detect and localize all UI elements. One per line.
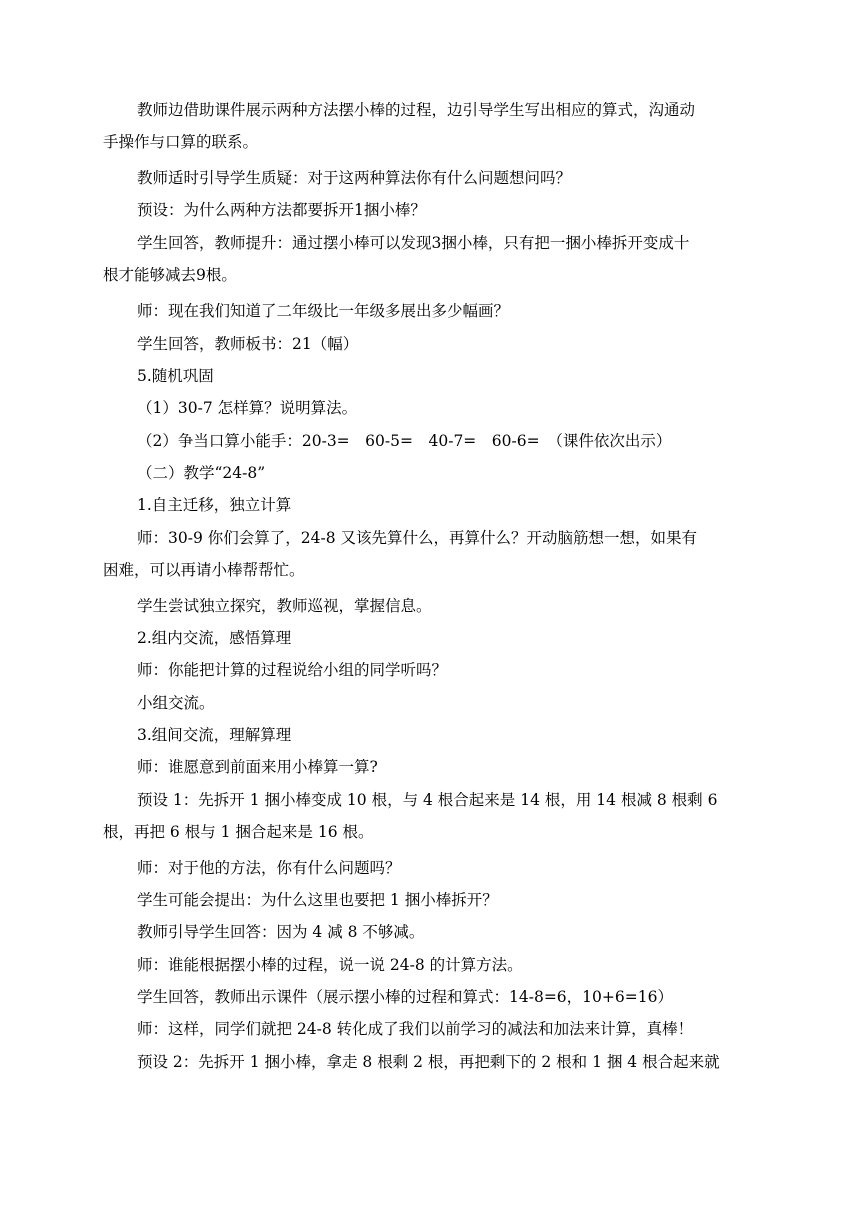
paragraph [103,1046,763,1078]
paragraph-line: 师：对于他的方法，你有什么问题吗？ [137,859,401,877]
paragraph [103,949,763,981]
paragraph [103,719,763,751]
paragraph-line: 2.组内交流，感悟算理 [137,629,292,647]
paragraph-line: 师：这样，同学们就把 24-8 转化成了我们以前学习的减法和加法来计算，真棒！ [137,1020,694,1038]
paragraph [103,852,763,884]
paragraph-line: （2）争当口算小能手：20-3= 60-5= 40-7= 60-6= （课件依次出示） [137,432,672,450]
paragraph-line: 预设 1：先拆开 1 捆小棒变成 10 根，与 4 根合起来是 14 根，用 14 根减 8 根剩 6 [137,791,718,809]
paragraph [103,94,763,158]
paragraph [103,522,763,586]
paragraph [103,590,763,622]
paragraph [103,489,763,521]
paragraph [103,622,763,654]
paragraph-line: 学生尝试独立探究，教师巡视，掌握信息。 [137,597,432,615]
paragraph-line: 1.自主迁移，独立计算 [137,496,292,514]
paragraph-line: 学生可能会提出：为什么这里也要把 1 捆小棒拆开？ [137,891,498,909]
paragraph [103,295,763,327]
paragraph [103,328,763,360]
paragraph-line: 学生回答，教师出示课件（展示摆小棒的过程和算式：14-8=6，10+6=16） [137,988,673,1006]
paragraph-line: 根，再把 6 根与 1 捆合起来是 16 根。 [103,823,374,841]
paragraph-line: 困难，可以再请小棒帮帮忙。 [103,561,305,579]
paragraph-line: （二）教学“24-8” [137,464,266,482]
paragraph-line: 师：谁能根据摆小棒的过程，说一说 24-8 的计算方法。 [137,956,523,974]
paragraph-line: 师：谁愿意到前面来用小棒算一算? [137,758,378,776]
paragraph [103,884,763,916]
paragraph-line: 预设：为什么两种方法都要拆开1捆小棒？ [137,201,426,219]
paragraph [103,687,763,719]
paragraph [103,360,763,392]
paragraph-line: 学生回答，教师提升：通过摆小棒可以发现3捆小棒，只有把一捆小棒拆开变成十 [137,234,690,252]
paragraph [103,1013,763,1045]
paragraph-line: 5.随机巩固 [137,367,214,385]
paragraph-line: 学生回答，教师板书：21（幅） [137,335,359,353]
paragraph [103,457,763,489]
paragraph [103,392,763,424]
paragraph-line: 3.组间交流，理解算理 [137,726,292,744]
paragraph-line: 师：30-9 你们会算了，24-8 又该先算什么，再算什么？开动脑筋想一想，如果有 [137,529,698,547]
paragraph [103,194,763,226]
paragraph-line: 教师边借助课件展示两种方法摆小棒的过程，边引导学生写出相应的算式，沟通动 [137,101,696,119]
paragraph-line: 手操作与口算的联系。 [103,133,259,151]
paragraph [103,751,763,783]
paragraph [103,425,763,457]
paragraph [103,981,763,1013]
paragraph-line: 根才能够减去9根。 [103,266,237,284]
paragraph-line: 教师引导学生回答：因为 4 减 8 不够减。 [137,923,425,941]
paragraph [103,916,763,948]
paragraph [103,784,763,848]
paragraph [103,654,763,686]
paragraph-line: 预设 2：先拆开 1 捆小棒，拿走 8 根剩 2 根，再把剩下的 2 根和 1 捆 4 根合起来就 [137,1053,720,1071]
paragraph-line: 教师适时引导学生质疑：对于这两种算法你有什么问题想问吗？ [137,169,572,187]
paragraph-line: （1）30-7 怎样算？说明算法。 [137,399,358,417]
paragraph [103,162,763,194]
paragraph-line: 师：现在我们知道了二年级比一年级多展出多少幅画？ [137,302,510,320]
paragraph-line: 小组交流。 [137,694,215,712]
paragraph [103,227,763,291]
paragraph-line: 师：你能把计算的过程说给小组的同学听吗？ [137,661,448,679]
